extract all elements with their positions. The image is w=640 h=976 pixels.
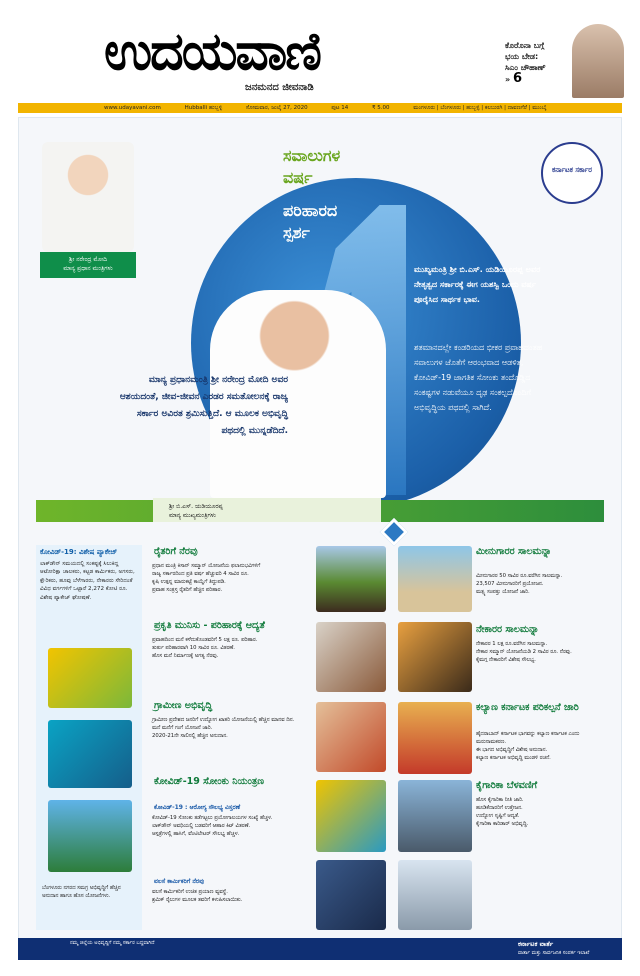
masthead <box>0 0 640 100</box>
flood-relief-photo <box>316 622 386 692</box>
bengaluru-monument-photo <box>48 800 132 872</box>
headline-line: ಪರಿಹಾರದ <box>283 201 338 220</box>
newspaper-logo[interactable]: ಉದಯವಾಣಿ <box>104 22 320 82</box>
bullet-line: ಮೀನುಗಾರರ 50 ಸಾವಿರ ರೂ.ವರೆಗಿನ ಸಾಲಮನ್ನಾ. <box>476 573 563 579</box>
section-title: ರೈತರಿಗೆ ನೆರವು <box>154 546 198 557</box>
bullet-line: ಹೂಡಿಕೆದಾರರಿಗೆ ಉತ್ತೇಜನ. <box>476 805 523 811</box>
chevron-right-icon: » <box>505 75 511 84</box>
teaser-box[interactable] <box>505 40 575 85</box>
footer-right <box>518 940 618 958</box>
bullet-line: ಮತ್ಸ್ಯ ಸಂಪತ್ತು ಯೋಜನೆ ಜಾರಿ. <box>476 589 530 595</box>
teaser-line: ಸಿಎಂ ಚೌಹಾಣ್ <box>505 63 546 72</box>
bullet-line: ನೇಕಾರರ 1 ಲಕ್ಷ ರೂ.ವರೆಗಿನ ಸಾಲಮನ್ನಾ. <box>476 641 548 647</box>
bullet-line: ಉದ್ಯೋಗ ಸೃಷ್ಟಿಗೆ ಆದ್ಯತೆ. <box>476 813 520 819</box>
footer-title: ಕರ್ನಾಟಕ ವಾರ್ತೆ <box>518 940 554 948</box>
section-subtitle: ವಲಸೆ ಕಾರ್ಮಿಕರಿಗೆ ನೆರವು <box>154 878 205 885</box>
pm-caption <box>40 252 136 278</box>
section-title: ಪ್ರಕೃತಿ ಮುನಿಸು - ಪರಿಹಾರಕ್ಕೆ ಆದ್ಯತೆ <box>154 620 265 631</box>
headline-line: ವರ್ಷ <box>283 168 313 187</box>
sidebar-text: ಲಾಕ್‌ಡೌನ್ ಸಮಯದಲ್ಲಿ ಸಂಕಷ್ಟಕ್ಕೆ ಸಿಲುಕಿದ್ದ ಆಟೋರಿಕ್ಷಾ ಚಾಲಕರು, ಕಟ್ಟಡ ಕಾರ್ಮಿಕರು, ಅಗಸರು, ಕ್ಷೌರಿಕರು, ಹೂವು ಬೆಳೆಗಾರರು, ನೇಕಾರರು ಸೇರಿದಂತೆ ವಿವಿಧ ವರ್ಗಗಳಿಗೆ ಒಟ್ಟಾರೆ 2,272 ಕೋಟಿ ರೂ. ವಿಶೇಷ ಪ್ಯಾಕೇಜ್ ಘೋಷಣೆ. <box>40 561 135 601</box>
cm-quote-2: ಶತಮಾನದಲ್ಲೇ ಕಂಡರಿಯದ ಭೀಕರ ಪ್ರವಾಹದಂತಹ ಸವಾಲುಗಳ ಜೊತೆಗೆ ಆರಂಭವಾದ ಆಡಳಿತ, ಕೋವಿಡ್-19 ಜಾಗತಿಕ ಸೋಂಕು ತಂದೊಡ್ಡಿದ ಸಂಕಷ್ಟಗಳ ನಡುವೆಯೂ ದೃಢ ಸಂಕಲ್ಪದೊಂದಿಗೆ ಅಭಿವೃದ್ಧಿಯ ಪಥದಲ್ಲಿ ಸಾಗಿದೆ. <box>414 343 543 412</box>
cm-name: ಶ್ರೀ ಬಿ.ಎಸ್. ಯಡಿಯೂರಪ್ಪ <box>169 503 223 510</box>
bullet-line: ನೇಕಾರ ಸಮ್ಮಾನ್ ಯೋಜನೆಯಡಿ 2 ಸಾವಿರ ರೂ. ನೆರವು. <box>476 649 572 655</box>
section-body <box>152 814 310 838</box>
pm-quote: ಮಾನ್ಯ ಪ್ರಧಾನಮಂತ್ರಿ ಶ್ರೀ ನರೇಂದ್ರ ಮೋದಿ ಅವರ ಆಶಯದಂತೆ, ಜೀವ-ಜೀವನ ಎರಡರ ಸಮತೋಲನಕ್ಕೆ ರಾಜ್ಯ ಸರ್ಕಾರ ಅವಿರತ ಶ್ರಮಿಸುತ್ತಿದೆ. ಆ ಮೂಲಕ ಅಭಿವೃದ್ಧಿ ಪಥದಲ್ಲಿ ಮುನ್ನಡೆದಿದೆ. <box>119 375 288 436</box>
headline-part-2 <box>283 200 337 244</box>
covid-test-photo <box>48 720 132 788</box>
section-body <box>152 562 310 594</box>
bullet-line: ಕೃಷಿ ಉತ್ಪನ್ನ ಮಾರುಕಟ್ಟೆ ಕಾಯ್ದೆಗೆ ತಿದ್ದುಪಡಿ. <box>152 579 226 585</box>
section-title: ನೇಕಾರರ ಸಾಲಮನ್ನಾ <box>476 624 539 635</box>
headline-line: ಸವಾಲುಗಳ <box>283 146 341 165</box>
tagline: ಜನಮನದ ಜೀವನಾಡಿ <box>245 82 314 93</box>
bullet-line: ಆಸ್ಪತ್ರೆಗಳಲ್ಲಿ ಹಾಸಿಗೆ, ವೆಂಟಿಲೇಟರ್ ಸೌಲಭ್ಯ ಹೆಚ್ಚಳ. <box>152 831 240 837</box>
pm-designation: ಮಾನ್ಯ ಪ್ರಧಾನ ಮಂತ್ರಿಗಳು <box>63 265 113 272</box>
page-count: ಪುಟ 14 <box>331 105 349 111</box>
bullet-line: ಪ್ರಧಾನ ಮಂತ್ರಿ ಕಿಸಾನ್ ಸಮ್ಮಾನ್ ಯೋಜನೆಯ ಫಲಾನುಭವಿಗಳಿಗೆ <box>152 563 261 569</box>
section-title: ಕಲ್ಯಾಣ ಕರ್ನಾಟಕ ಪರಿಕಲ್ಪನೆ ಜಾರಿ <box>476 702 579 713</box>
cm-caption <box>153 498 381 522</box>
bullet-line: ಕೈಗಾರಿಕಾ ಕಾರಿಡಾರ್ ಅಭಿವೃದ್ಧಿ. <box>476 821 529 827</box>
bullet-line: ಕಲ್ಯಾಣ ಕರ್ನಾಟಕ ಅಭಿವೃದ್ಧಿ ಮಂಡಳಿ ರಚನೆ. <box>476 755 551 761</box>
bullet-line: ಗ್ರಾಮೀಣ ಪ್ರದೇಶದ ಜನರಿಗೆ ಉದ್ಯೋಗ ಖಾತರಿ ಯೋಜನೆಯಲ್ಲಿ ಹೆಚ್ಚಿನ ಮಾನವ ದಿನ. <box>152 717 295 723</box>
ad-footer <box>18 938 622 960</box>
factory-building-photo <box>398 860 472 930</box>
section-title: ಕೈಗಾರಿಕಾ ಬೆಳವಣಿಗೆ <box>476 780 538 791</box>
bullet-line: ಹೈದರಾಬಾದ್ ಕರ್ನಾಟಕ ಭಾಗವನ್ನು ಕಲ್ಯಾಣ ಕರ್ನಾಟಕ ಎಂದು ಮರುನಾಮಕರಣ. <box>476 731 580 745</box>
bullet-line: ಕೈಮಗ್ಗ ನೇಕಾರರಿಗೆ ವಿಶೇಷ ಸೌಲಭ್ಯ. <box>476 657 536 663</box>
cm-quote-1: ಮುಖ್ಯಮಂತ್ರಿ ಶ್ರೀ ಬಿ.ಎಸ್. ಯಡಿಯೂರಪ್ಪ ಅವರ ನೇತೃತ್ವದ ಸರ್ಕಾರಕ್ಕೆ ಈಗ ಯಶಸ್ವಿ ಒಂದು ವರ್ಷ ಪೂರೈಸಿದ ಸಾರ್ಥಕ ಭಾವ. <box>414 265 541 304</box>
sidebar-bottom-text: ಬೆಂಗಳೂರು ನಗರದ ಸಮಗ್ರ ಅಭಿವೃದ್ಧಿಗೆ ಹೆಚ್ಚಿನ ಅನುದಾನ ಹಾಗೂ ಹೊಸ ಯೋಜನೆಗಳು. <box>42 885 121 899</box>
price: ₹ 5.00 <box>372 105 390 111</box>
teaser-photo[interactable] <box>572 24 624 98</box>
section-body <box>476 640 604 664</box>
edition-name: Hubballi ಹುಬ್ಬಳ್ಳಿ <box>184 105 223 111</box>
headline-line: ಸ್ಪರ್ಶ <box>283 223 310 242</box>
editions-list: ಮಂಗಳೂರು | ಬೆಂಗಳೂರು | ಹುಬ್ಬಳ್ಳಿ | ಕಲಬುರಗಿ | ದಾವಣಗೆರೆ | ಮುಂಬೈ <box>413 105 547 111</box>
bullet-line: ರಾಜ್ಯ ಸರ್ಕಾರದಿಂದ ಪ್ರತಿ ವರ್ಷ ಹೆಚ್ಚುವರಿ 4 ಸಾವಿರ ರೂ. <box>152 571 249 577</box>
footer-left-text: ನಮ್ಮ ಜಿಲ್ಲೆಯ ಅಭಿವೃದ್ಧಿಗೆ ನಮ್ಮ ಸರ್ಕಾರ ಬದ್ಧವಾಗಿದೆ <box>70 940 155 946</box>
rural-worker-photo <box>316 702 386 772</box>
bullet-line: ಪ್ರವಾಹದಿಂದ ಮನೆ ಕಳೆದುಕೊಂಡವರಿಗೆ 5 ಲಕ್ಷ ರೂ. ಪರಿಹಾರ. <box>152 637 258 643</box>
auto-rickshaw-photo <box>48 648 132 708</box>
weaver-photo <box>398 622 472 692</box>
site-url[interactable]: www.udayavani.com <box>104 105 161 111</box>
sidebar-heading: ಕೋವಿಡ್-19: ವಿಶೇಷ ಪ್ಯಾಕೇಜ್ <box>40 548 118 556</box>
bullet-line: ಈ ಭಾಗದ ಅಭಿವೃದ್ಧಿಗೆ ವಿಶೇಷ ಅನುದಾನ. <box>476 747 548 753</box>
kalyana-karnataka-photo <box>398 702 472 774</box>
bullet-line: ಹೊಸ ಮನೆ ನಿರ್ಮಾಣಕ್ಕೆ ಅಗತ್ಯ ನೆರವು. <box>152 653 219 659</box>
info-strip <box>18 103 622 113</box>
fishermen-photo <box>398 546 472 612</box>
section-body <box>152 636 310 660</box>
teaser-page <box>505 73 575 85</box>
bullet-line: ಪ್ರವಾಹ ಸಂತ್ರಸ್ತ ರೈತರಿಗೆ ಹೆಚ್ಚಿನ ಪರಿಹಾರ. <box>152 587 223 593</box>
teaser-line: ಭಯ ಬೇಡ: <box>505 52 539 61</box>
pm-name: ಶ್ರೀ ನರೇಂದ್ರ ಮೋದಿ <box>69 256 107 263</box>
bullet-line: 23,507 ಮೀನುಗಾರರಿಗೆ ಪ್ರಯೋಜನ. <box>476 581 544 587</box>
bullet-line: ಹೊಸ ಕೈಗಾರಿಕಾ ನೀತಿ ಜಾರಿ. <box>476 797 524 803</box>
bullet-line: 2020-21ನೇ ಸಾಲಿನಲ್ಲಿ ಹೆಚ್ಚಿನ ಅನುದಾನ. <box>152 733 228 739</box>
bullet-line: ಮನೆ ಮನೆಗೆ ಗಂಗೆ ಯೋಜನೆ ಜಾರಿ. <box>152 725 213 731</box>
section-body <box>476 796 604 828</box>
section-body <box>152 716 310 740</box>
migrant-worker-photo <box>316 860 386 930</box>
cm-designation: ಮಾನ್ಯ ಮುಖ್ಯಮಂತ್ರಿಗಳು <box>169 512 216 519</box>
section-title: ಗ್ರಾಮೀಣ ಅಭಿವೃದ್ಧಿ <box>154 700 213 711</box>
health-worker-photo <box>316 780 386 852</box>
industry-photo <box>398 780 472 852</box>
teaser-line: ಕೊರೊನಾ ಬಗ್ಗೆ <box>505 41 545 50</box>
issue-date: ಸೋಮವಾರ, ಜುಲೈ 27, 2020 <box>245 105 308 111</box>
section-title: ಮೀನುಗಾರರ ಸಾಲಮನ್ನಾ <box>476 546 552 557</box>
bullet-line: ತುರ್ತು ಪರಿಹಾರವಾಗಿ 10 ಸಾವಿರ ರೂ. ವಿತರಣೆ. <box>152 645 235 651</box>
footer-subtitle: ವಾರ್ತಾ ಮತ್ತು ಸಾರ್ವಜನಿಕ ಸಂಪರ್ಕ ಇಲಾಖೆ <box>518 950 590 956</box>
farmer-photo <box>316 546 386 612</box>
section-body <box>476 730 604 762</box>
section-title: ಕೋವಿಡ್-19 ಸೋಂಕು ನಿಯಂತ್ರಣ <box>154 776 265 787</box>
pm-photo <box>42 142 134 252</box>
headline-part-1 <box>283 145 340 189</box>
karnataka-emblem-icon <box>541 142 603 204</box>
bullet-line: ಕೋವಿಡ್-19 ಸೋಂಕು ತಡೆಗಟ್ಟಲು ಪ್ರಯೋಗಾಲಯಗಳ ಸಂಖ್ಯೆ ಹೆಚ್ಚಳ. <box>152 815 273 821</box>
section-body <box>476 572 604 596</box>
section-subtitle: ಕೋವಿಡ್-19 : ಆರೋಗ್ಯ ಸೌಲಭ್ಯ ವಿಸ್ತರಣೆ <box>154 804 241 811</box>
teaser-page-number: 6 <box>512 71 523 86</box>
bullet-line: ಶ್ರಮಿಕ್ ರೈಲುಗಳ ಮೂಲಕ ತವರಿಗೆ ಕಳುಹಿಸಲಾಯಿತು. <box>152 897 243 903</box>
emblem-text: ಕರ್ನಾಟಕ ಸರ್ಕಾರ <box>552 166 592 174</box>
bullet-line: ಲಾಕ್‌ಡೌನ್ ಅವಧಿಯಲ್ಲಿ ಬಡವರಿಗೆ ಆಹಾರ ಕಿಟ್ ವಿತರಣೆ. <box>152 823 251 829</box>
bullet-line: ವಲಸೆ ಕಾರ್ಮಿಕರಿಗೆ ಉಚಿತ ಪ್ರಯಾಣ ವ್ಯವಸ್ಥೆ. <box>152 889 228 895</box>
section-body <box>152 888 310 904</box>
